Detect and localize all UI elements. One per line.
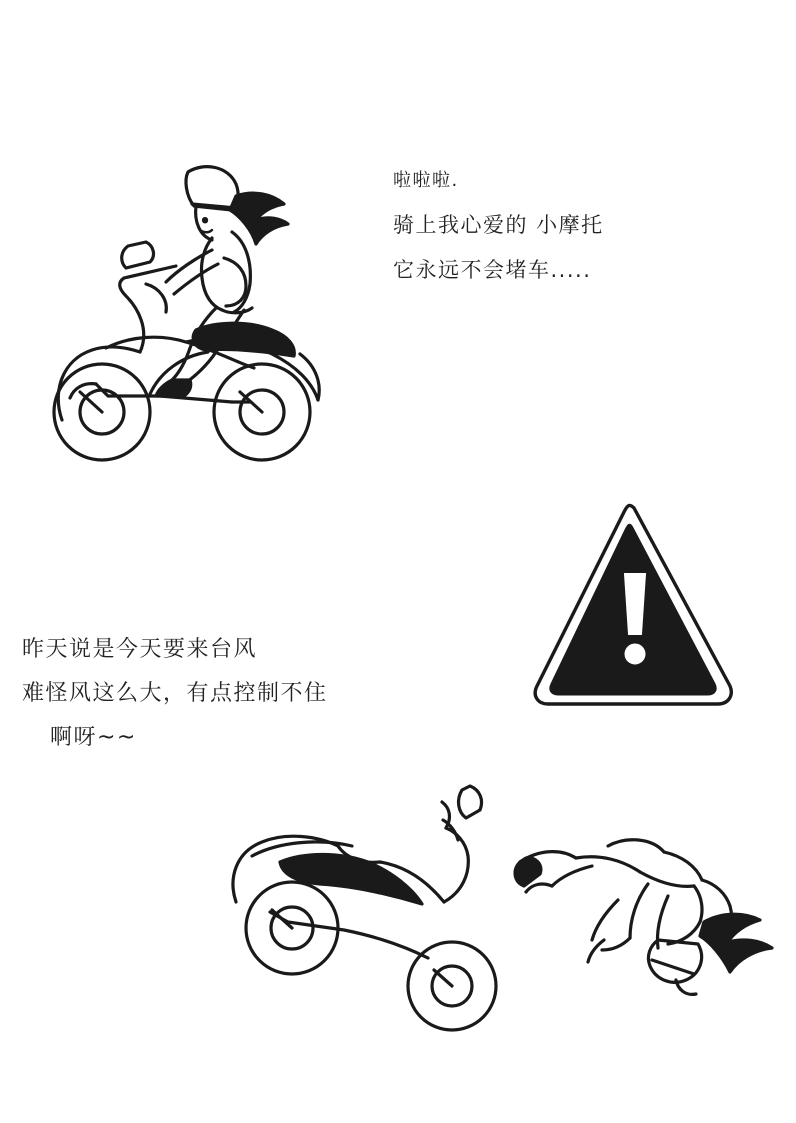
caption-bottom-line-3: 啊呀~~	[50, 725, 137, 750]
exclamation-mark-icon	[625, 574, 645, 664]
panel-crash	[233, 786, 772, 1030]
caption-top-line-3: 它永远不会堵车.....	[393, 258, 592, 282]
panel-riding	[54, 167, 319, 460]
caption-top	[393, 158, 604, 293]
warning-triangle-icon	[535, 505, 731, 704]
caption-bottom	[22, 628, 328, 760]
caption-top-line-1: 啦啦啦.	[393, 170, 459, 191]
caption-top-line-2: 骑上我心爱的 小摩托	[393, 213, 604, 237]
caption-bottom-line-1: 昨天说是今天要来台风	[22, 637, 258, 662]
caption-bottom-line-2: 难怪风这么大，有点控制不住	[22, 681, 328, 706]
